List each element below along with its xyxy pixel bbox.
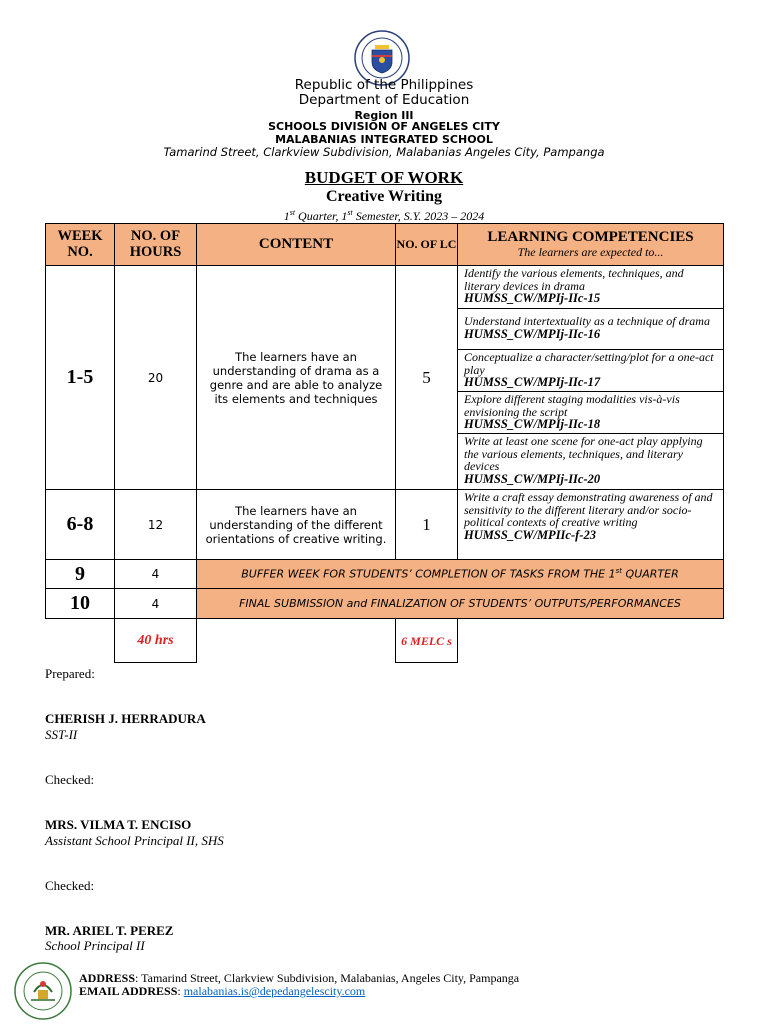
header-week: WEEK NO.	[46, 224, 115, 266]
division-name: SCHOOLS DIVISION OF ANGELES CITY	[268, 120, 500, 133]
total-melcs: 6 MELC s	[396, 619, 458, 663]
week-cell: 6-8	[46, 490, 115, 560]
table-header-row	[46, 224, 724, 266]
buffer-week-note: BUFFER WEEK FOR STUDENTS’ COMPLETION OF TASKS FROM THE 1st QUARTER	[197, 560, 724, 589]
school-seal-icon	[14, 962, 72, 1020]
quarter-semester: 1st Quarter, 1st Semester, S.Y. 2023 – 2024	[283, 208, 485, 223]
document-title: BUDGET OF WORK	[304, 168, 464, 187]
checked2-label: Checked:	[45, 878, 95, 893]
total-hours: 40 hrs	[115, 619, 197, 663]
content-cell: The learners have an understanding of the different orientations of creative writing.	[197, 490, 396, 560]
checked2-title: School Principal II	[45, 938, 145, 953]
hours-cell: 4	[115, 589, 197, 619]
country-name: Republic of the Philippines	[294, 77, 474, 93]
header-hours: NO. OF HOURS	[115, 224, 197, 266]
budget-table	[45, 223, 724, 663]
week-cell: 9	[46, 560, 115, 589]
table-row	[46, 266, 724, 309]
table-row	[46, 490, 724, 560]
table-row	[46, 560, 724, 589]
footer-address: ADDRESS: Tamarind Street, Clarkview Subdivision, Malabanias, Angeles City, Pampanga	[79, 971, 520, 985]
week-cell: 1-5	[46, 266, 115, 490]
prepared-label: Prepared:	[45, 666, 95, 681]
content-cell: The learners have an understanding of drama as a genre and are able to analyze its elements and techniques	[197, 266, 396, 490]
competency-item: Write at least one scene for one-act play applying the various elements, techniques, and literary devices HUMSS_CW/MPIj-IIc-20	[458, 434, 724, 490]
school-name: MALABANIAS INTEGRATED SCHOOL	[275, 133, 493, 146]
footer-email: EMAIL ADDRESS: malabanias.is@depedangelescity.com	[79, 984, 366, 998]
totals-row	[46, 619, 724, 663]
final-submission-note: FINAL SUBMISSION and FINALIZATION OF STUDENTS’ OUTPUTS/PERFORMANCES	[197, 589, 724, 619]
header-lc-title: LEARNING COMPETENCIES	[487, 229, 694, 246]
hours-cell: 12	[115, 490, 197, 560]
checked1-title: Assistant School Principal II, SHS	[45, 833, 224, 848]
header-competencies	[458, 224, 724, 266]
competency-item: Identify the various elements, techniques, and literary devices in drama HUMSS_CW/MPIj-IIc-15	[458, 266, 724, 309]
header-lc-sub: The learners are expected to...	[517, 245, 664, 260]
competency-item: Conceptualize a character/setting/plot for a one-act play HUMSS_CW/MPIj-IIc-17	[458, 350, 724, 392]
checked2-name: MR. ARIEL T. PEREZ	[45, 923, 174, 938]
table-row	[46, 589, 724, 619]
hours-cell: 4	[115, 560, 197, 589]
nolc-cell: 5	[396, 266, 458, 490]
prepared-name: CHERISH J. HERRADURA	[45, 711, 206, 726]
hours-cell: 20	[115, 266, 197, 490]
checked1-name: MRS. VILMA T. ENCISO	[45, 817, 192, 832]
competency-item: Explore different staging modalities vis-à-vis envisioning the script HUMSS_CW/MPIj-IIc-18	[458, 392, 724, 434]
header-nolc: NO. OF LC	[396, 224, 458, 266]
header-content: CONTENT	[197, 224, 396, 266]
checked1-label: Checked:	[45, 772, 95, 787]
competency-item: Understand intertextuality as a technique of drama HUMSS_CW/MPIj-IIc-16	[458, 309, 724, 350]
region-name: Region III	[354, 109, 414, 122]
week-cell: 10	[46, 589, 115, 619]
subject-title: Creative Writing	[326, 188, 442, 205]
prepared-title: SST-II	[45, 727, 78, 742]
nolc-cell: 1	[396, 490, 458, 560]
school-address: Tamarind Street, Clarkview Subdivision, Malabanias Angeles City, Pampanga	[163, 145, 605, 159]
competency-item: Write a craft essay demonstrating awareness of and sensitivity to the different literary and/or socio-political contexts of creative writing HUMSS_CW/MPIIc-f-23	[458, 490, 724, 560]
department-name: Department of Education	[298, 92, 470, 108]
email-link[interactable]: malabanias.is@depedangelescity.com	[183, 984, 366, 998]
